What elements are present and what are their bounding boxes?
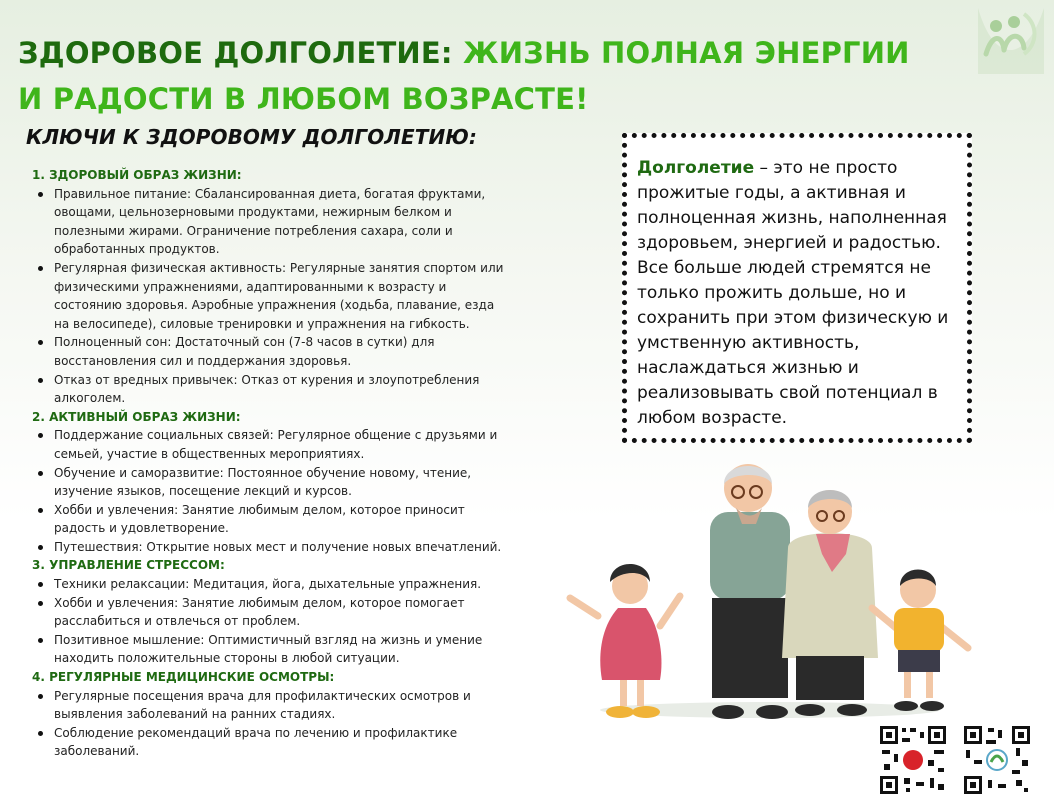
girl-figure [570, 564, 680, 718]
list-item: Поддержание социальных связей: Регулярное общение с друзьями и семьей, участие в общественных мероприятиях. [54, 426, 512, 463]
list-item: Хобби и увлечения: Занятие любимым делом, которое приносит радость и удовлетворение. [54, 501, 512, 538]
section-subtitle: КЛЮЧИ К ЗДОРОВОМУ ДОЛГОЛЕТИЮ: [26, 125, 478, 149]
qr-code-icon [962, 724, 1032, 796]
list-item: Позитивное мышление: Оптимистичный взгляд на жизнь и умение находить положительные стороны в любой ситуации. [54, 631, 512, 668]
callout-text: – это не просто прожитые годы, а активная и полноценная жизнь, наполненная здоровьем, энергией и радостью. Все больше людей стремятся не только прожить дольше, но и сохранить при этом физическую и умственную активность, наслаждаться жизнью и реализовывать свой потенциал в любом возрасте. [637, 158, 949, 428]
section-list [32, 426, 512, 556]
section-list [32, 687, 512, 761]
section-heading: 1. ЗДОРОВЫЙ ОБРАЗ ЖИЗНИ: [32, 168, 242, 182]
page-title [18, 30, 978, 122]
grandmother-figure [782, 490, 878, 716]
list-item: Регулярные посещения врача для профилактических осмотров и выявления заболеваний на ранних стадиях. [54, 687, 512, 724]
section-heading: 4. РЕГУЛЯРНЫЕ МЕДИЦИНСКИЕ ОСМОТРЫ: [32, 670, 335, 685]
keys-list [32, 166, 512, 761]
list-item: Соблюдение рекомендаций врача по лечению и профилактике заболеваний. [54, 724, 512, 761]
longevity-callout [622, 133, 972, 443]
section-list [32, 575, 512, 668]
list-item: Техники релаксации: Медитация, йога, дыхательные упражнения. [54, 575, 512, 594]
family-logo-icon [974, 4, 1046, 76]
boy-figure [872, 570, 968, 712]
list-item: Полноценный сон: Достаточный сон (7-8 часов в сутки) для восстановления сил и поддержания здоровья. [54, 333, 512, 370]
title-part-2: ЖИЗНЬ ПОЛНАЯ ЭНЕРГИИ [463, 36, 910, 70]
callout-term: Долголетие [637, 158, 755, 178]
grandfather-figure [710, 464, 790, 719]
list-item: Отказ от вредных привычек: Отказ от курения и злоупотребления алкоголем. [54, 371, 512, 408]
section-heading: 3. УПРАВЛЕНИЕ СТРЕССОМ: [32, 558, 225, 573]
qr-code-icon [878, 724, 948, 796]
list-item: Путешествия: Открытие новых мест и получение новых впечатлений. [54, 538, 512, 557]
list-item: Регулярная физическая активность: Регулярные занятия спортом или физическими упражнениями, адаптированными к возрасту и состоянию здоровья. Аэробные упражнения (ходьба, плавание, езда на велосипеде), силовые тренировки и упражнения на гибкость. [54, 259, 512, 333]
family-illustration [560, 458, 980, 728]
list-item: Обучение и саморазвитие: Постоянное обучение новому, чтение, изучение языков, посещение лекций и курсов. [54, 464, 512, 501]
list-item: Хобби и увлечения: Занятие любимым делом, которое помогает расслабиться и отвлечься от проблем. [54, 594, 512, 631]
title-line-2: И РАДОСТИ В ЛЮБОМ ВОЗРАСТЕ! [18, 82, 589, 116]
section-heading: 2. АКТИВНЫЙ ОБРАЗ ЖИЗНИ: [32, 409, 241, 424]
section-list [32, 185, 512, 408]
list-item: Правильное питание: Сбалансированная диета, богатая фруктами, овощами, цельнозерновыми продуктами, нежирным белком и полезными жирами. Ограничение потребления сахара, соли и обработанных продуктов. [54, 185, 512, 259]
title-part-1: ЗДОРОВОЕ ДОЛГОЛЕТИЕ: [18, 36, 453, 70]
